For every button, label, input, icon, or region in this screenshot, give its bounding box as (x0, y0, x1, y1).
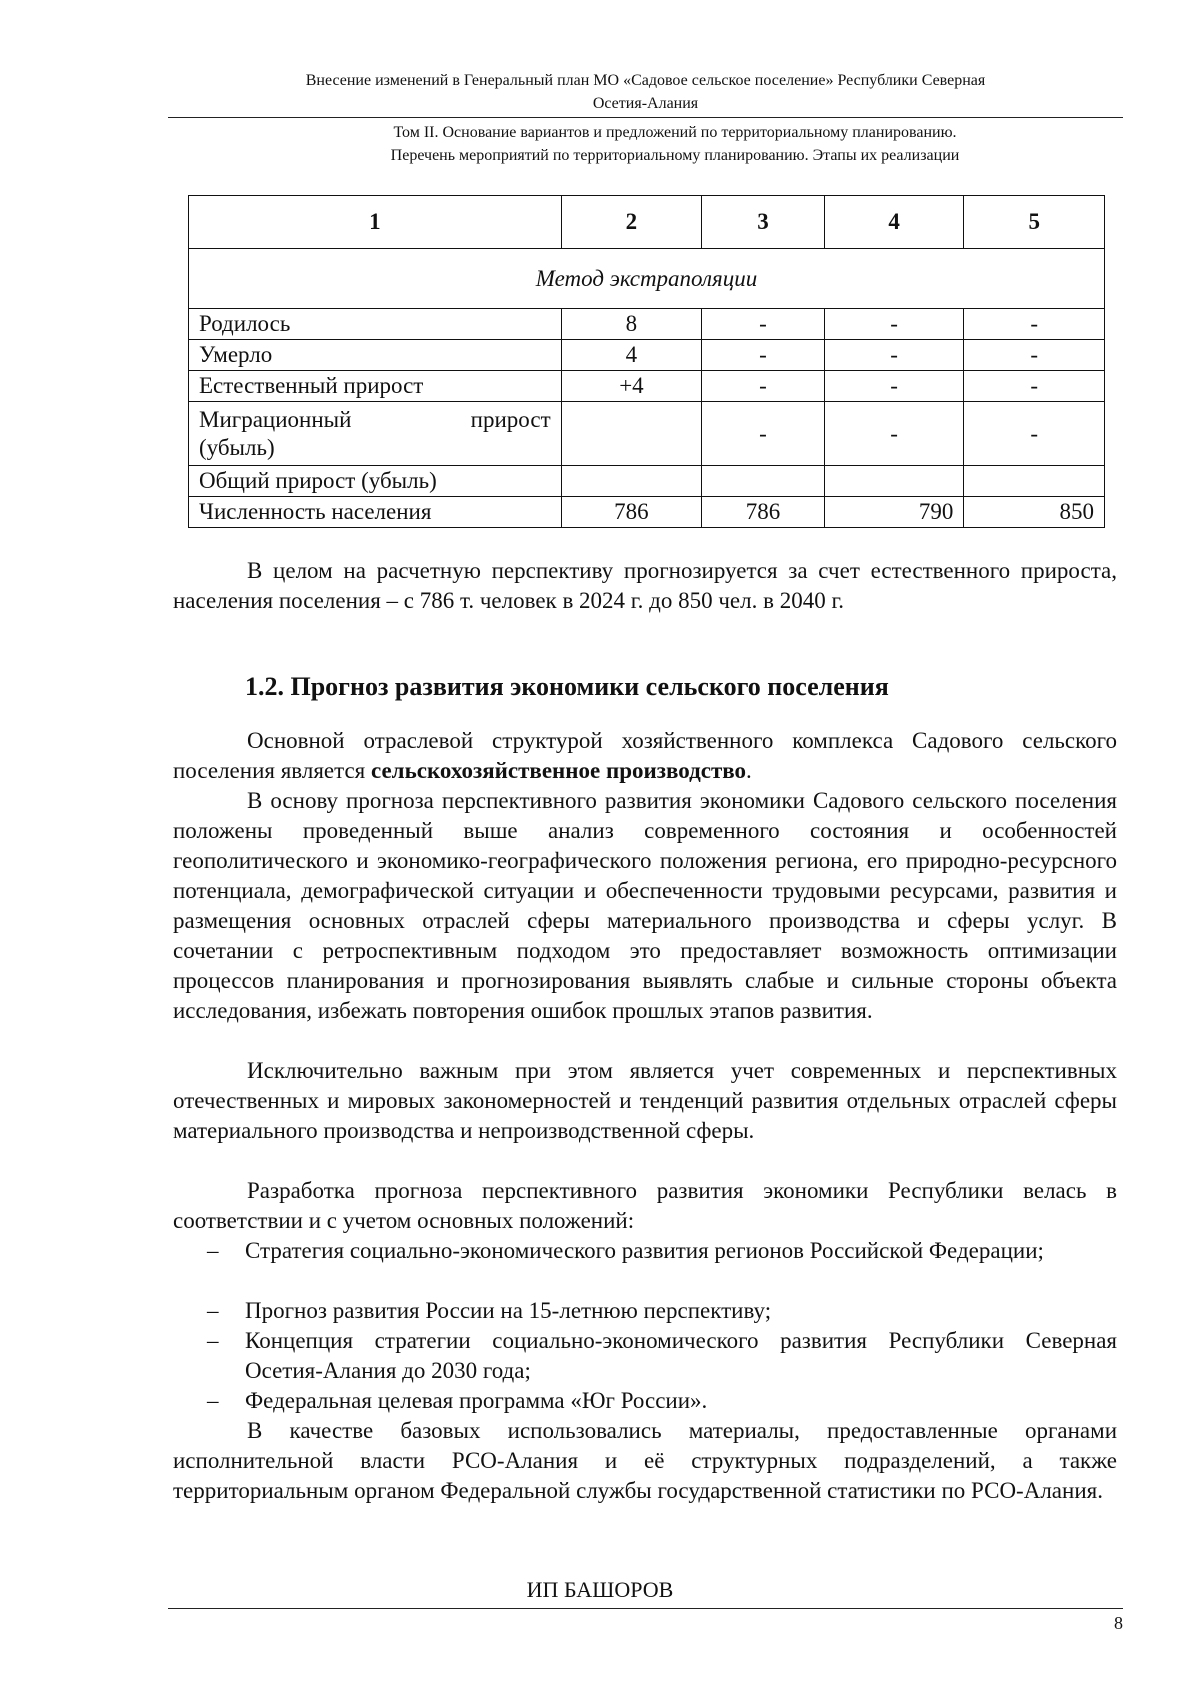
cell: 786 (702, 497, 825, 528)
paragraph-3-text: Исключительно важным при этом является учет современных и перспективных отечественных и мировых закономерностей и тенденций развития отдельных отраслей сферы материального производства и непроизводственной сферы. (173, 1058, 1117, 1143)
row-label-part: (убыль) (199, 434, 275, 460)
table-header-cell: 2 (561, 196, 702, 249)
cell: - (964, 371, 1105, 402)
list-item-text: Концепция стратегии социально-экономического развития Республики Северная Осетия-Алания до 2030 года; (245, 1328, 1117, 1383)
paragraph-5-text: В качестве базовых использовались материалы, предоставленные органами исполнительной власти РСО-Алания и её структурных подразделений, а также территориальным органом Федеральной службы государственной статистики по РСО-Алания. (173, 1418, 1117, 1503)
list-item-text: Стратегия социально-экономического развития регионов Российской Федерации; (245, 1238, 1044, 1263)
list-item (207, 1326, 1117, 1386)
row-label: Общий прирост (убыль) (189, 466, 562, 497)
cell (561, 402, 702, 466)
row-label (189, 402, 562, 466)
footer-divider (168, 1608, 1123, 1609)
list-item (207, 1386, 1117, 1416)
page-number: 8 (1114, 1613, 1123, 1633)
bullet-dash: – (207, 1298, 219, 1323)
paragraph-1 (173, 726, 1117, 786)
list-item-text: Федеральная целевая программа «Юг России». (245, 1388, 708, 1413)
cell (561, 466, 702, 497)
header-volume-line-2: Перечень мероприятий по территориальному планированию. Этапы их реализации (390, 147, 960, 164)
cell: - (964, 340, 1105, 371)
population-table (188, 195, 1105, 528)
cell: - (702, 340, 825, 371)
cell: - (702, 402, 825, 466)
table-header-cell: 5 (964, 196, 1105, 249)
table-header-cell: 4 (824, 196, 964, 249)
cell (824, 466, 964, 497)
cell (702, 466, 825, 497)
cell: - (964, 402, 1105, 466)
paragraph-2 (173, 786, 1117, 1026)
cell: - (824, 340, 964, 371)
row-label: Умерло (189, 340, 562, 371)
row-label: Естественный прирост (189, 371, 562, 402)
summary-text: В целом на расчетную перспективу прогнозируется за счет естественного прироста, населения поселения – с 786 т. человек в 2024 г. до 850 чел. в 2040 г. (173, 558, 1117, 613)
row-label: Родилось (189, 309, 562, 340)
section-title: 1.2. Прогноз развития экономики сельского поселения (245, 672, 889, 701)
table-header-row (189, 196, 1105, 249)
cell: - (702, 309, 825, 340)
table-method-row (189, 249, 1105, 309)
cell: 786 (561, 497, 702, 528)
list-item (207, 1296, 1117, 1326)
table-header-cell: 3 (702, 196, 825, 249)
row-label-part: Миграционный (199, 406, 352, 432)
list-item-text: Прогноз развития России на 15-летнюю перспективу; (245, 1298, 772, 1323)
cell: 850 (964, 497, 1105, 528)
paragraph-2-text: В основу прогноза перспективного развития экономики Садового сельского поселения положены проведенный выше анализ современного состояния и особенностей геополитического и экономико-географического положения региона, его природно-ресурсного потенциала, демографической ситуации и обеспеченности трудовыми ресурсами, развития и размещения основных отраслей сферы материального производства и сферы услуг. В сочетании с ретроспективным подходом это предоставляет возможность оптимизации процессов планирования и прогнозирования выявлять слабые и сильные стороны объекта исследования, избежать повторения ошибок прошлых этапов развития. (173, 788, 1117, 1023)
paragraph-5 (173, 1416, 1117, 1506)
paragraph-1-bold: сельскохозяйственное производство (370, 758, 747, 783)
cell: 8 (561, 309, 702, 340)
paragraph-1-text: Основной отраслевой структурой хозяйственного комплекса Садового сельского поселения является (173, 728, 1117, 783)
table-header-cell: 1 (189, 196, 562, 249)
summary-paragraph (173, 556, 1117, 616)
bullet-dash: – (207, 1388, 219, 1413)
method-label: Метод экстраполяции (189, 249, 1105, 309)
table-row (189, 402, 1105, 466)
row-label-part: прирост (470, 406, 551, 432)
bullet-dash: – (207, 1328, 219, 1353)
cell: - (964, 309, 1105, 340)
paragraph-3 (173, 1056, 1117, 1146)
table-row (189, 497, 1105, 528)
cell: - (824, 371, 964, 402)
table-row (189, 466, 1105, 497)
paragraph-4 (173, 1176, 1117, 1236)
cell: 4 (561, 340, 702, 371)
table-row (189, 309, 1105, 340)
header-title-line-1: Внесение изменений в Генеральный план МО «Садовое сельское поселение» Республики Северная (305, 72, 986, 89)
paragraph-1-end: . (746, 758, 752, 783)
cell (964, 466, 1105, 497)
header-divider (168, 117, 1123, 118)
cell: - (824, 402, 964, 466)
header-title-line-2: Осетия-Алания (592, 95, 699, 112)
cell: - (824, 309, 964, 340)
paragraph-4-text: Разработка прогноза перспективного развития экономики Республики велась в соответствии и с учетом основных положений: (173, 1178, 1117, 1233)
row-label: Численность населения (189, 497, 562, 528)
list-item (207, 1236, 1117, 1266)
cell: 790 (824, 497, 964, 528)
table-row (189, 371, 1105, 402)
table-row (189, 340, 1105, 371)
cell: +4 (561, 371, 702, 402)
footer-label: ИП БАШОРОВ (526, 1577, 674, 1602)
cell: - (702, 371, 825, 402)
bullet-dash: – (207, 1238, 219, 1263)
header-volume-line-1: Том II. Основание вариантов и предложений по территориальному планированию. (393, 124, 957, 141)
